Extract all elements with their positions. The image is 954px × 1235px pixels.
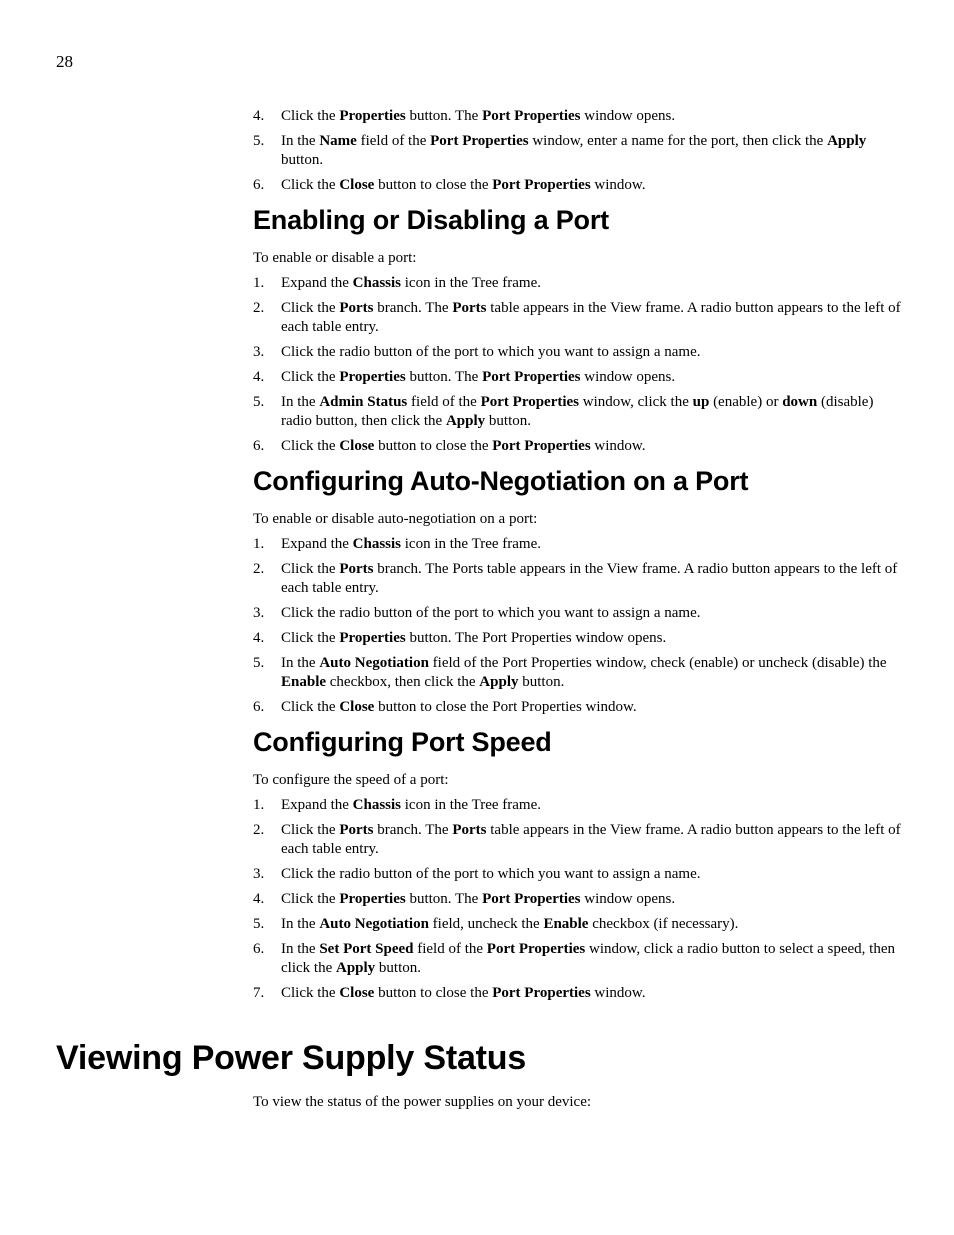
- ui-term: Ports: [339, 561, 374, 577]
- step-number: 1.: [253, 797, 265, 813]
- text-run: window.: [590, 985, 646, 1001]
- text-run: button to close the: [374, 438, 493, 454]
- text-run: (disable) radio button, then click the: [281, 394, 874, 429]
- ui-term: Port Properties: [492, 985, 591, 1001]
- list-item: [253, 915, 903, 934]
- ui-term: Port Properties: [482, 108, 581, 124]
- text-run: field of the Port Properties window, check (enable) or uncheck (disable) the: [428, 655, 887, 671]
- step-text: [281, 369, 675, 385]
- step-list: [253, 274, 903, 456]
- list-item: [253, 796, 903, 815]
- text-run: Click the: [281, 561, 340, 577]
- text-run: (enable) or: [709, 394, 783, 410]
- step-text: [281, 985, 646, 1001]
- list-item: [253, 654, 903, 692]
- text-run: Click the radio button of the port to which you want to assign a name.: [281, 866, 701, 882]
- ui-term: Port Properties: [430, 133, 529, 149]
- step-text: [281, 797, 541, 813]
- step-number: 2.: [253, 561, 265, 577]
- text-run: button.: [281, 152, 324, 168]
- text-run: Click the radio button of the port to which you want to assign a name.: [281, 344, 701, 360]
- step-number: 4.: [253, 891, 265, 907]
- step-number: 4.: [253, 630, 265, 646]
- text-run: Click the: [281, 300, 340, 316]
- text-run: Expand the: [281, 275, 353, 291]
- step-number: 6.: [253, 177, 265, 193]
- section: [253, 726, 903, 1012]
- ui-term: Apply: [335, 960, 376, 976]
- ui-term: Auto Negotiation: [319, 655, 429, 671]
- step-number: 1.: [253, 275, 265, 291]
- step-text: [281, 275, 541, 291]
- step-text: [281, 822, 901, 857]
- list-item: [253, 299, 903, 337]
- step-number: 2.: [253, 300, 265, 316]
- step-number: 1.: [253, 536, 265, 552]
- text-run: checkbox (if necessary).: [588, 916, 739, 932]
- chapter-intro: To view the status of the power supplies on your device:: [253, 1094, 592, 1110]
- step-text: [281, 133, 866, 168]
- text-run: window, enter a name for the port, then click the: [528, 133, 828, 149]
- step-text: [281, 394, 873, 429]
- ui-term: Apply: [827, 133, 867, 149]
- text-run: field of the: [413, 941, 487, 957]
- ui-term: Close: [339, 438, 375, 454]
- text-run: window.: [590, 438, 646, 454]
- ui-term: Port Properties: [492, 438, 591, 454]
- step-number: 6.: [253, 438, 265, 454]
- text-run: Click the: [281, 822, 340, 838]
- text-run: table appears in the View frame. A radio button appears to the left of each table entry.: [281, 300, 901, 335]
- list-item: [253, 437, 903, 456]
- text-run: In the: [281, 133, 320, 149]
- step-text: [281, 108, 675, 124]
- section-intro: To enable or disable a port:: [253, 250, 417, 266]
- section-intro: To configure the speed of a port:: [253, 772, 449, 788]
- step-number: 3.: [253, 605, 265, 621]
- list-item: [253, 604, 903, 623]
- text-run: Click the: [281, 177, 340, 193]
- step-text: [281, 916, 738, 932]
- text-run: button to close the: [374, 177, 493, 193]
- list-item: [253, 890, 903, 909]
- text-run: window opens.: [580, 891, 676, 907]
- ui-term: Port Properties: [486, 941, 586, 957]
- section-heading: Configuring Port Speed: [253, 727, 552, 757]
- text-run: checkbox, then click the: [326, 674, 480, 690]
- ui-term: Close: [339, 177, 375, 193]
- text-run: branch. The: [373, 822, 453, 838]
- section: [253, 465, 903, 726]
- step-number: 5.: [253, 655, 265, 671]
- section: [253, 204, 903, 465]
- page-number: 28: [56, 52, 73, 71]
- text-run: window opens.: [580, 369, 676, 385]
- list-item: [253, 393, 903, 431]
- list-item: [253, 535, 903, 554]
- page-content: [253, 107, 903, 1012]
- text-run: icon in the Tree frame.: [401, 536, 541, 552]
- ui-term: Set Port Speed: [319, 941, 414, 957]
- step-text: [281, 699, 637, 715]
- ui-term: Close: [339, 985, 375, 1001]
- ui-term: Enable: [543, 916, 589, 932]
- ui-term: Ports: [339, 300, 374, 316]
- text-run: field, uncheck the: [428, 916, 544, 932]
- ui-term: Ports: [452, 822, 487, 838]
- list-item: [253, 107, 903, 126]
- ui-term: Auto Negotiation: [319, 916, 429, 932]
- text-run: button. The: [405, 891, 483, 907]
- text-run: In the: [281, 655, 320, 671]
- text-run: Click the: [281, 438, 340, 454]
- ui-term: Port Properties: [480, 394, 580, 410]
- text-run: In the: [281, 916, 320, 932]
- ui-term: Properties: [339, 108, 406, 124]
- ui-term: Port Properties: [482, 891, 581, 907]
- step-text: [281, 561, 897, 596]
- text-run: button to close the Port Properties window.: [374, 699, 637, 715]
- list-item: [253, 176, 903, 195]
- ui-term: Ports: [452, 300, 487, 316]
- text-run: button to close the: [374, 985, 493, 1001]
- text-run: Click the: [281, 891, 340, 907]
- text-run: In the: [281, 941, 320, 957]
- ui-term: Chassis: [352, 275, 402, 291]
- step-number: 5.: [253, 394, 265, 410]
- continued-step-list: [253, 107, 903, 195]
- step-text: [281, 655, 887, 690]
- ui-term: Apply: [445, 413, 486, 429]
- step-text: [281, 344, 701, 360]
- ui-term: Chassis: [352, 797, 402, 813]
- text-run: window, click the: [579, 394, 693, 410]
- text-run: button.: [375, 960, 422, 976]
- text-run: button.: [485, 413, 531, 429]
- section-intro: To enable or disable auto-negotiation on a port:: [253, 511, 538, 527]
- list-item: [253, 865, 903, 884]
- text-run: branch. The Ports table appears in the View frame. A radio button appears to the left of each table entry.: [281, 561, 898, 596]
- list-item: [253, 343, 903, 362]
- step-text: [281, 605, 701, 621]
- step-number: 6.: [253, 699, 265, 715]
- text-run: field of the: [356, 133, 431, 149]
- ui-term: Ports: [339, 822, 374, 838]
- ui-term: up: [692, 394, 710, 410]
- section-heading: Enabling or Disabling a Port: [253, 205, 609, 235]
- text-run: In the: [281, 394, 320, 410]
- step-number: 7.: [253, 985, 265, 1001]
- text-run: Expand the: [281, 536, 353, 552]
- list-item: [253, 698, 903, 717]
- step-text: [281, 630, 666, 646]
- step-text: [281, 891, 675, 907]
- text-run: Expand the: [281, 797, 353, 813]
- text-run: window opens.: [580, 108, 676, 124]
- ui-term: down: [782, 394, 818, 410]
- ui-term: Close: [339, 699, 375, 715]
- ui-term: Properties: [339, 630, 406, 646]
- step-number: 3.: [253, 344, 265, 360]
- ui-term: Admin Status: [319, 394, 408, 410]
- list-item: [253, 821, 903, 859]
- ui-term: Properties: [339, 369, 406, 385]
- text-run: Click the: [281, 699, 340, 715]
- section-heading: Configuring Auto-Negotiation on a Port: [253, 466, 749, 496]
- ui-term: Name: [319, 133, 357, 149]
- step-text: [281, 536, 541, 552]
- step-text: [281, 866, 701, 882]
- list-item: [253, 629, 903, 648]
- step-text: [281, 438, 646, 454]
- text-run: Click the: [281, 369, 340, 385]
- text-run: button. The: [405, 108, 483, 124]
- sections: [253, 204, 903, 1012]
- text-run: branch. The: [373, 300, 453, 316]
- ui-term: Port Properties: [482, 369, 581, 385]
- list-item: [253, 940, 903, 978]
- text-run: table appears in the View frame. A radio button appears to the left of each table entry.: [281, 822, 901, 857]
- text-run: Click the radio button of the port to which you want to assign a name.: [281, 605, 701, 621]
- step-number: 6.: [253, 941, 265, 957]
- text-run: Click the: [281, 985, 340, 1001]
- step-text: [281, 177, 646, 193]
- list-item: [253, 274, 903, 293]
- step-list: [253, 535, 903, 717]
- list-item: [253, 984, 903, 1003]
- step-number: 5.: [253, 916, 265, 932]
- step-text: [281, 300, 901, 335]
- text-run: icon in the Tree frame.: [401, 797, 541, 813]
- text-run: button. The Port Properties window opens.: [405, 630, 667, 646]
- text-run: field of the: [407, 394, 481, 410]
- text-run: button. The: [405, 369, 483, 385]
- text-run: button.: [518, 674, 565, 690]
- step-number: 4.: [253, 369, 265, 385]
- step-number: 3.: [253, 866, 265, 882]
- step-number: 4.: [253, 108, 265, 124]
- step-number: 2.: [253, 822, 265, 838]
- chapter-heading: Viewing Power Supply Status: [56, 1039, 527, 1077]
- list-item: [253, 560, 903, 598]
- ui-term: Chassis: [352, 536, 402, 552]
- ui-term: Apply: [479, 674, 519, 690]
- ui-term: Port Properties: [492, 177, 591, 193]
- ui-term: Properties: [339, 891, 406, 907]
- text-run: Click the: [281, 108, 340, 124]
- list-item: [253, 132, 903, 170]
- step-list: [253, 796, 903, 1003]
- step-number: 5.: [253, 133, 265, 149]
- step-text: [281, 941, 895, 976]
- text-run: icon in the Tree frame.: [401, 275, 541, 291]
- text-run: window, click a radio button to select a speed, then click the: [281, 941, 896, 976]
- text-run: window.: [590, 177, 646, 193]
- text-run: Click the: [281, 630, 340, 646]
- ui-term: Enable: [281, 674, 327, 690]
- list-item: [253, 368, 903, 387]
